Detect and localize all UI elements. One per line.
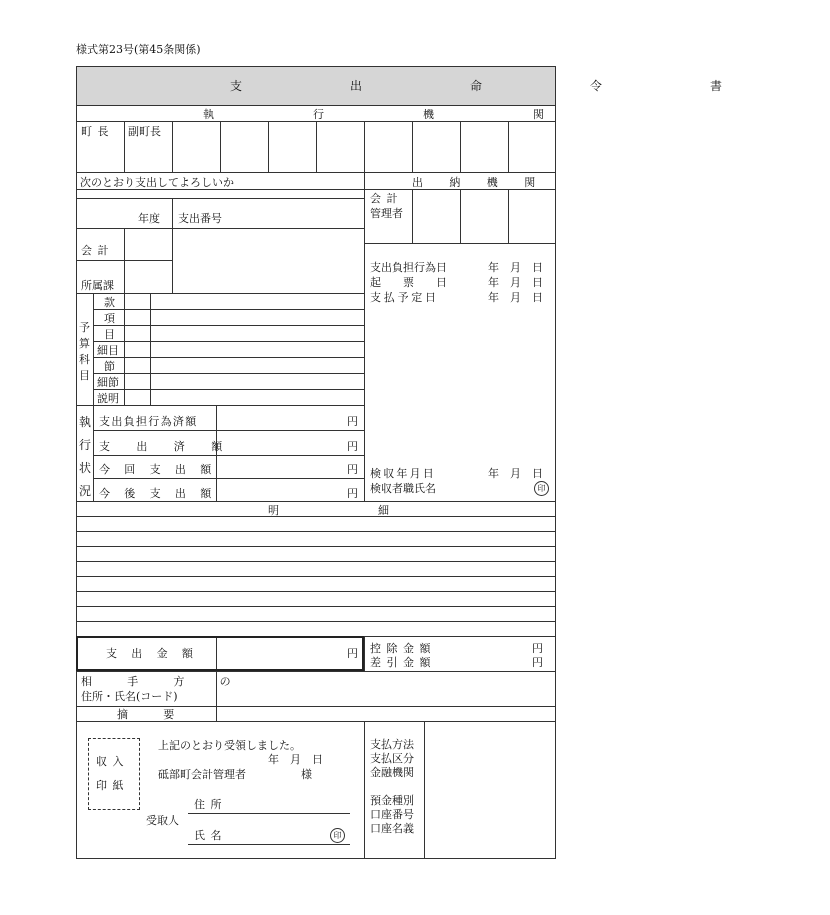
status-unit-2: 円 bbox=[347, 440, 358, 453]
shozokuka-label: 所属課 bbox=[81, 279, 114, 292]
status-label-1: 支出負担行為済額 bbox=[99, 415, 198, 428]
inspector-seal-icon: 印 bbox=[534, 481, 549, 496]
receipt-text: 上記のとおり受領しました。 bbox=[158, 739, 301, 752]
account-name-label: 口座名義 bbox=[370, 822, 414, 835]
form-title: 支出命令書 bbox=[230, 79, 830, 93]
deduction-label: 控除金額 bbox=[370, 642, 436, 655]
budget-row-setsu: 節 bbox=[104, 360, 115, 373]
date-ymd-2: 年 月 日 bbox=[488, 276, 543, 289]
inspector-name-label: 検収者職氏名 bbox=[370, 482, 436, 495]
name-label: 氏名 bbox=[194, 829, 227, 842]
status-unit-3: 円 bbox=[347, 463, 358, 476]
inspection-ymd: 年 月 日 bbox=[488, 467, 543, 480]
approval-question: 次のとおり支出してよろしいか bbox=[80, 176, 234, 189]
stamp-label-2: 印紙 bbox=[96, 779, 129, 792]
date-ymd-3: 年 月 日 bbox=[488, 291, 543, 304]
treasury-header: 出納機関 bbox=[412, 176, 562, 189]
nendo-label: 年度 bbox=[138, 212, 160, 225]
pay-class-label: 支払区分 bbox=[370, 752, 414, 765]
shishutsu-bango-label: 支出番号 bbox=[178, 212, 222, 225]
stamp-label-1: 収入 bbox=[96, 755, 129, 768]
date-label-1: 支出負担行為日 bbox=[370, 261, 447, 274]
receiver-seal-icon: 印 bbox=[330, 828, 345, 843]
budget-row-saimoku: 細目 bbox=[97, 344, 119, 357]
net-unit: 円 bbox=[532, 656, 543, 669]
status-label-2: 支出済額 bbox=[99, 440, 249, 453]
budget-section-label: 予算科目 bbox=[79, 321, 90, 382]
net-label: 差引金額 bbox=[370, 656, 436, 669]
receiver-label: 受取人 bbox=[146, 814, 179, 827]
budget-row-moku: 目 bbox=[104, 328, 115, 341]
date-label-3: 支払予定日 bbox=[370, 291, 439, 304]
fukuchou-label: 副町長 bbox=[128, 125, 161, 138]
payee-label-2: 住所・氏名(コード) bbox=[81, 690, 178, 703]
chou-label: 町長 bbox=[81, 125, 114, 138]
deduction-unit: 円 bbox=[532, 642, 543, 655]
details-header: 明細 bbox=[268, 504, 488, 517]
date-ymd-1: 年 月 日 bbox=[488, 261, 543, 274]
form-reference: 様式第23号(第45条関係) bbox=[76, 43, 201, 56]
status-label-3: 今回支出額 bbox=[99, 463, 226, 476]
tekiyo-label: 摘要 bbox=[117, 708, 210, 721]
budget-row-setsumei: 説明 bbox=[97, 392, 119, 405]
date-label-2: 起 票 日 bbox=[370, 276, 453, 289]
kaikei-label: 会計 bbox=[81, 244, 114, 257]
sama-label: 様 bbox=[301, 768, 312, 781]
status-unit-1: 円 bbox=[347, 415, 358, 428]
treasurer-label: 砥部町会計管理者 bbox=[158, 768, 246, 781]
amount-unit: 円 bbox=[347, 647, 358, 660]
amount-label: 支出金額 bbox=[106, 647, 208, 660]
bank-label: 金融機関 bbox=[370, 766, 414, 779]
address-label: 住所 bbox=[194, 798, 227, 811]
status-label-4: 今後支出額 bbox=[99, 487, 226, 500]
kaikei-kanrisha-label-2: 管理者 bbox=[370, 207, 403, 220]
budget-row-saisetsu: 細節 bbox=[97, 376, 119, 389]
pay-method-label: 支払方法 bbox=[370, 738, 414, 751]
revenue-stamp-box bbox=[88, 738, 140, 810]
inspection-date-label: 検収年月日 bbox=[370, 467, 436, 480]
status-section-label: 執行状況 bbox=[79, 415, 92, 498]
budget-row-kan: 款 bbox=[104, 296, 115, 309]
payee-label-1: 相手方の bbox=[81, 675, 266, 688]
account-no-label: 口座番号 bbox=[370, 808, 414, 821]
status-unit-4: 円 bbox=[347, 487, 358, 500]
budget-row-kou: 項 bbox=[104, 312, 115, 325]
execution-org-header: 執行機関 bbox=[203, 108, 643, 121]
kaikei-kanrisha-label-1: 会計 bbox=[370, 192, 403, 205]
deposit-type-label: 預金種別 bbox=[370, 794, 414, 807]
receipt-ymd: 年 月 日 bbox=[268, 753, 323, 766]
